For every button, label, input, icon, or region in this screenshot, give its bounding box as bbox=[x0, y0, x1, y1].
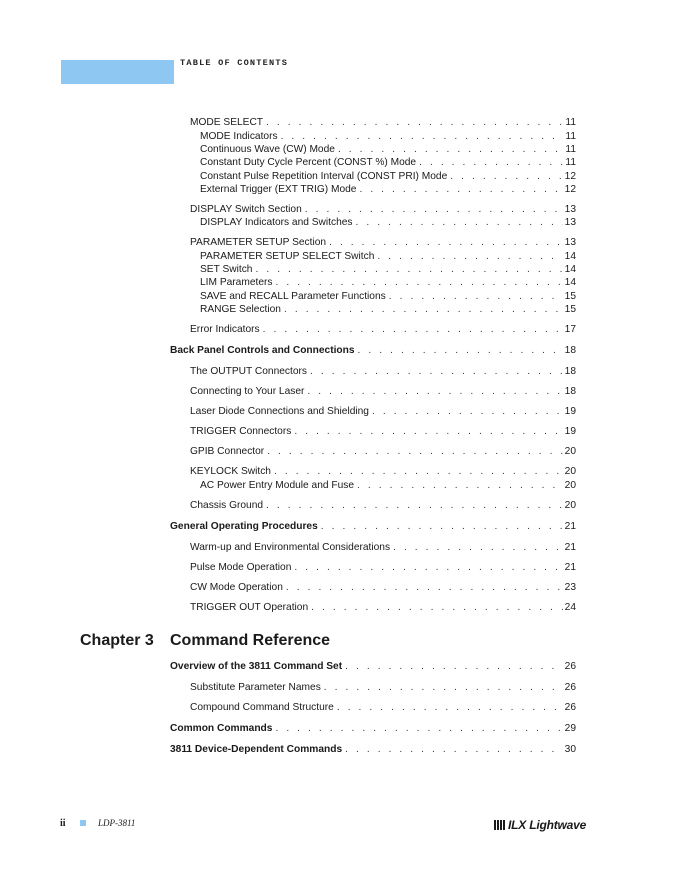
toc-entry-label: Continuous Wave (CW) Mode bbox=[200, 144, 335, 155]
toc-entry-page: 15 bbox=[564, 291, 576, 302]
toc-entry-label: The OUTPUT Connectors bbox=[190, 366, 308, 377]
page-header-title: TABLE OF CONTENTS bbox=[180, 58, 289, 68]
toc-entry-label: TRIGGER OUT Operation bbox=[190, 602, 309, 613]
toc-entry-label: Connecting to Your Laser bbox=[190, 386, 305, 397]
toc-entry-label: DISPLAY Indicators and Switches bbox=[200, 217, 353, 228]
toc-entry[interactable] bbox=[200, 277, 576, 289]
toc-entry[interactable] bbox=[200, 264, 576, 276]
toc-entry-label: Constant Duty Cycle Percent (CONST %) Mode bbox=[200, 157, 417, 168]
toc-entry-label: 3811 Device-Dependent Commands bbox=[170, 744, 343, 755]
toc-entry-page: 11 bbox=[565, 144, 576, 155]
toc-entry[interactable] bbox=[190, 602, 576, 614]
toc-entry[interactable] bbox=[190, 366, 576, 378]
toc-entry[interactable] bbox=[190, 204, 576, 216]
toc-entry[interactable] bbox=[190, 500, 576, 512]
toc-entry-page: 29 bbox=[564, 723, 576, 734]
toc-entry-label: Warm-up and Environmental Considerations bbox=[190, 542, 391, 553]
brand-logo bbox=[494, 818, 586, 832]
toc-entry-page: 26 bbox=[564, 661, 576, 672]
toc-section-heading[interactable] bbox=[170, 521, 576, 533]
toc-entry-page: 15 bbox=[564, 304, 576, 315]
toc-entry[interactable] bbox=[200, 171, 576, 183]
toc-entry-label: TRIGGER Connectors bbox=[190, 426, 292, 437]
footer-page-number: ii bbox=[60, 818, 66, 829]
toc-entry-label: Common Commands bbox=[170, 723, 273, 734]
toc-entry-page: 18 bbox=[564, 386, 576, 397]
chapter-label: Chapter 3 bbox=[80, 632, 154, 649]
toc-entry-page: 19 bbox=[564, 426, 576, 437]
toc-entry-label: General Operating Procedures bbox=[170, 521, 318, 532]
toc-entry-label: MODE SELECT bbox=[190, 117, 264, 128]
toc-entry-label: MODE Indicators bbox=[200, 131, 278, 142]
toc-entry[interactable] bbox=[190, 117, 576, 129]
toc-entry-page: 18 bbox=[564, 345, 576, 356]
toc-section-heading[interactable] bbox=[170, 661, 576, 673]
toc-entry-label: SAVE and RECALL Parameter Functions bbox=[200, 291, 386, 302]
toc-entry-label: SET Switch bbox=[200, 264, 253, 275]
toc-entry-page: 20 bbox=[564, 466, 576, 477]
toc-entry-label: Compound Command Structure bbox=[190, 702, 334, 713]
toc-entry-label: PARAMETER SETUP SELECT Switch bbox=[200, 251, 375, 262]
toc-entry-page: 13 bbox=[564, 217, 576, 228]
toc-entry-page: 18 bbox=[564, 366, 576, 377]
brand-name: ILX Lightwave bbox=[508, 818, 587, 832]
toc-entry[interactable] bbox=[200, 251, 576, 263]
chapter-title: Command Reference bbox=[170, 632, 331, 649]
toc-entry-page: 30 bbox=[564, 744, 576, 755]
toc-entry-page: 21 bbox=[564, 521, 576, 532]
toc-entry-page: 17 bbox=[564, 324, 576, 335]
toc-entry[interactable] bbox=[190, 582, 576, 594]
toc-entry-page: 23 bbox=[564, 582, 576, 593]
toc-entry-label: External Trigger (EXT TRIG) Mode bbox=[200, 184, 357, 195]
toc-entry-page: 21 bbox=[564, 542, 576, 553]
toc-entry-page: 21 bbox=[564, 562, 576, 573]
toc-entry[interactable] bbox=[190, 562, 576, 574]
logo-bars-icon bbox=[494, 820, 505, 830]
toc-entry-page: 26 bbox=[564, 682, 576, 693]
toc-entry[interactable] bbox=[190, 426, 576, 438]
toc-entry[interactable] bbox=[190, 682, 576, 694]
toc-entry[interactable] bbox=[200, 157, 576, 169]
toc-entry[interactable] bbox=[190, 702, 576, 714]
toc-section-heading[interactable] bbox=[170, 345, 576, 357]
toc-entry-page: 14 bbox=[564, 277, 576, 288]
toc-entry-label: AC Power Entry Module and Fuse bbox=[200, 480, 355, 491]
toc-entry-page: 12 bbox=[564, 184, 576, 195]
footer-model-name: LDP-3811 bbox=[98, 818, 136, 828]
toc-entry-label: Overview of the 3811 Command Set bbox=[170, 661, 343, 672]
toc-entry-page: 26 bbox=[564, 702, 576, 713]
toc-entry-page: 13 bbox=[564, 204, 576, 215]
toc-entry-label: Error Indicators bbox=[190, 324, 260, 335]
toc-entry-label: KEYLOCK Switch bbox=[190, 466, 271, 477]
toc-entry[interactable] bbox=[190, 406, 576, 418]
toc-entry-label: Laser Diode Connections and Shielding bbox=[190, 406, 369, 417]
toc-entry[interactable] bbox=[190, 542, 576, 554]
toc-entry-page: 20 bbox=[564, 446, 576, 457]
toc-entry[interactable] bbox=[190, 237, 576, 249]
toc-entry-page: 12 bbox=[564, 171, 576, 182]
toc-entry-label: Pulse Mode Operation bbox=[190, 562, 292, 573]
toc-entry-label: DISPLAY Switch Section bbox=[190, 204, 302, 215]
toc-entry[interactable] bbox=[200, 184, 576, 196]
toc-section-heading[interactable] bbox=[170, 744, 576, 756]
toc-entry-page: 13 bbox=[564, 237, 576, 248]
toc-entry-page: 11 bbox=[565, 117, 576, 128]
toc-entry-page: 11 bbox=[565, 157, 576, 168]
toc-entry[interactable] bbox=[200, 217, 576, 229]
toc-entry-label: PARAMETER SETUP Section bbox=[190, 237, 327, 248]
toc-entry-page: 11 bbox=[565, 131, 576, 142]
toc-entry-label: Constant Pulse Repetition Interval (CONST PRI) Mode bbox=[200, 171, 448, 182]
toc-entry-page: 20 bbox=[564, 500, 576, 511]
toc-entry[interactable] bbox=[190, 466, 576, 478]
toc-entry-label: GPIB Connector bbox=[190, 446, 265, 457]
toc-entry[interactable] bbox=[200, 291, 576, 303]
toc-entry-label: Substitute Parameter Names bbox=[190, 682, 321, 693]
footer-square-icon bbox=[80, 820, 86, 826]
toc-entry-label: LIM Parameters bbox=[200, 277, 273, 288]
toc-entry-page: 24 bbox=[564, 602, 576, 613]
toc-entry-label: CW Mode Operation bbox=[190, 582, 283, 593]
toc-entry[interactable] bbox=[200, 480, 576, 492]
toc-entry-label: RANGE Selection bbox=[200, 304, 281, 315]
toc-entry-label: Back Panel Controls and Connections bbox=[170, 345, 355, 356]
toc-entry[interactable] bbox=[200, 131, 576, 143]
toc-entry[interactable] bbox=[190, 446, 576, 458]
toc-entry-page: 14 bbox=[564, 251, 576, 262]
toc-entry-page: 14 bbox=[564, 264, 576, 275]
toc-section-heading[interactable] bbox=[170, 723, 576, 735]
toc-entry[interactable] bbox=[200, 144, 576, 156]
toc-entry-page: 20 bbox=[564, 480, 576, 491]
toc-entry[interactable] bbox=[190, 324, 576, 336]
toc-entry-page: 19 bbox=[564, 406, 576, 417]
toc-entry[interactable] bbox=[200, 304, 576, 316]
toc-entry[interactable] bbox=[190, 386, 576, 398]
toc-entry-label: Chassis Ground bbox=[190, 500, 264, 511]
